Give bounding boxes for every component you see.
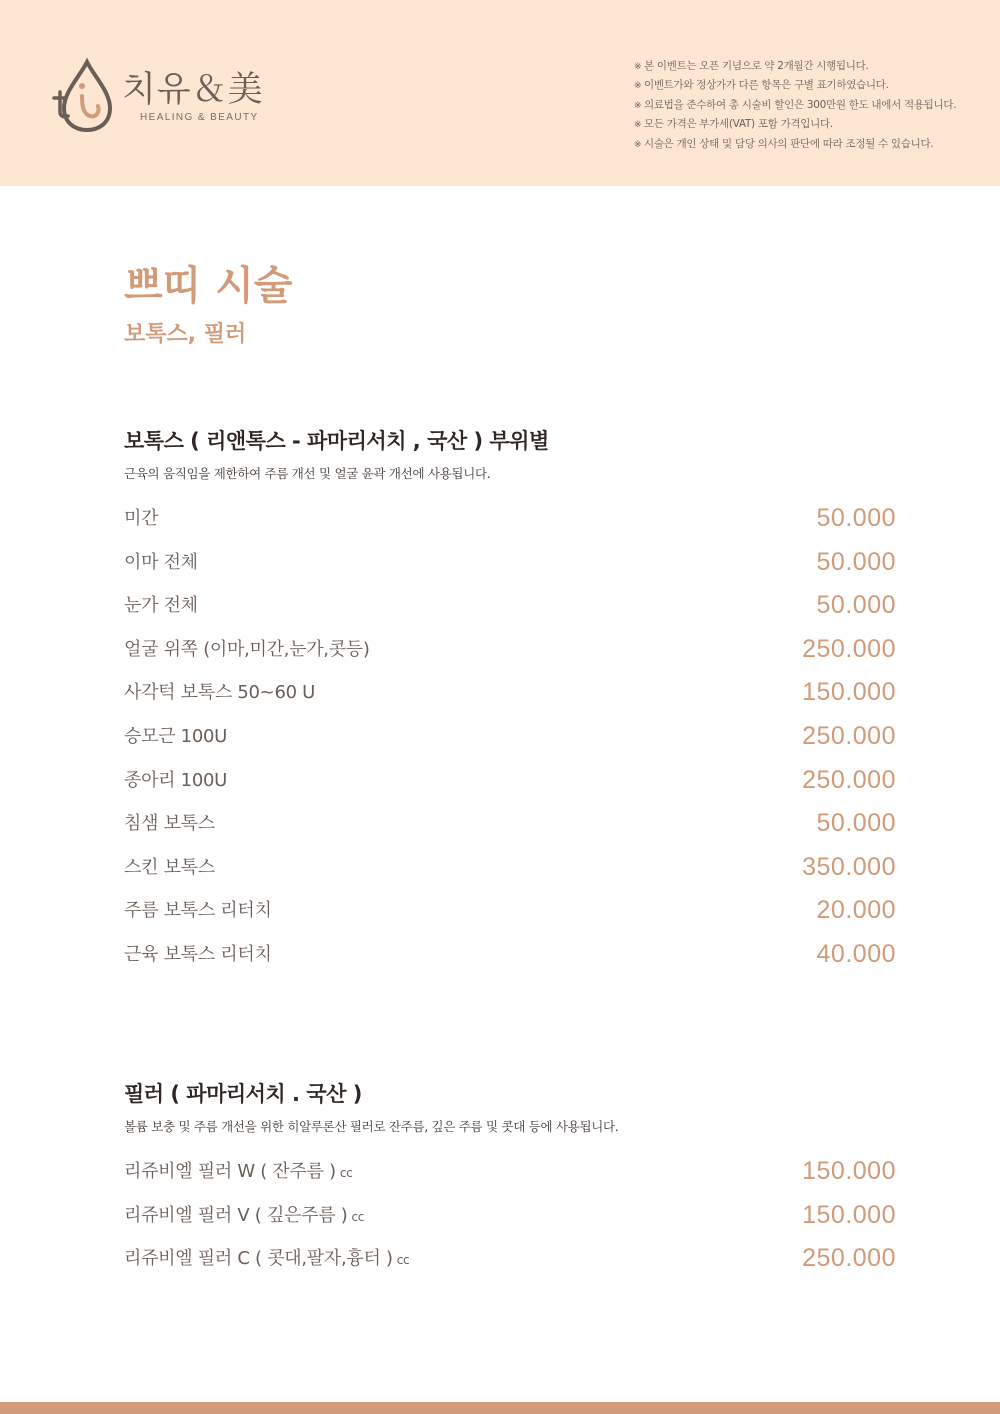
notice-item (634, 76, 984, 95)
notice-item (634, 115, 984, 134)
brand-tagline: HEALING & BEAUTY (140, 112, 259, 123)
treatment-name-text: 리쥬비엘 필러 V ( 깊은주름 ) (124, 1204, 348, 1226)
treatment-price: 20.000 (816, 896, 896, 925)
notice-item (634, 96, 984, 115)
page-title: 쁘띠 시술 (124, 263, 293, 309)
treatment-price: 50.000 (816, 547, 896, 576)
price-row (124, 504, 896, 548)
section-description: 볼륨 보충 및 주름 개선을 위한 히알루론산 필러로 잔주름, 깊은 주름 및 콧대 등에 사용됩니다. (124, 1119, 619, 1134)
price-row (124, 896, 896, 940)
price-row (124, 766, 896, 810)
treatment-name-text: 리쥬비엘 필러 W ( 잔주름 ) (124, 1161, 336, 1182)
treatment-price: 40.000 (816, 939, 896, 968)
notice-mark: ※ (634, 81, 642, 92)
drop-logo-icon (52, 56, 122, 136)
notice-item (634, 57, 984, 76)
treatment-name: 눈가 전체 (124, 595, 198, 617)
notice-item (634, 135, 984, 154)
treatment-price: 350.000 (802, 852, 896, 881)
notice-list (634, 57, 984, 154)
treatment-name: 승모근 100U (124, 725, 228, 747)
notice-mark: ※ (634, 100, 642, 111)
notice-mark: ※ (634, 120, 642, 131)
footer-bar (0, 1402, 1000, 1414)
treatment-price: 150.000 (802, 1157, 896, 1185)
treatment-name (124, 1201, 364, 1227)
treatment-name: 사각턱 보톡스 50~60 U (124, 682, 316, 704)
treatment-name: 침샘 보톡스 (124, 813, 215, 835)
notice-text: 본 이벤트는 오픈 기념으로 약 2개월간 시행됩니다. (644, 60, 869, 72)
price-row (124, 1157, 896, 1201)
notice-text: 시술은 개인 상태 및 담당 의사의 판단에 따라 조정될 수 있습니다. (644, 137, 934, 150)
treatment-name: 스킨 보톡스 (124, 856, 215, 878)
treatment-name: 종아리 100U (124, 769, 228, 791)
treatment-name: 얼굴 위쪽 (이마,미간,눈가,콧등) (124, 638, 370, 660)
brand-name: 치유＆美 (122, 70, 264, 110)
price-row (124, 853, 896, 897)
treatment-name: 이마 전체 (124, 551, 198, 573)
notice-text: 모든 가격은 부가세(VAT) 포함 가격입니다. (644, 118, 833, 131)
price-row (124, 678, 896, 722)
notice-text: 의료법을 준수하여 총 시술비 할인은 300만원 한도 내에서 적용됩니다. (644, 98, 957, 111)
price-row (124, 1201, 896, 1245)
header-banner (0, 0, 1000, 186)
treatment-price: 250.000 (802, 1244, 896, 1273)
treatment-price: 150.000 (802, 678, 896, 707)
price-list (124, 504, 896, 984)
treatment-price: 150.000 (802, 1200, 896, 1229)
treatment-price: 50.000 (816, 504, 896, 532)
price-row (124, 809, 896, 853)
price-list (124, 1157, 896, 1288)
price-row (124, 940, 896, 984)
unit-label: cc (339, 1166, 353, 1180)
section-description: 근육의 움직임을 제한하여 주름 개선 및 얼굴 윤곽 개선에 사용됩니다. (124, 466, 491, 481)
price-row (124, 591, 896, 635)
price-row (124, 548, 896, 592)
botox-section (124, 425, 896, 984)
treatment-price: 250.000 (802, 765, 896, 794)
treatment-name-text: 리쥬비엘 필러 C ( 콧대,팔자,흉터 ) (124, 1248, 393, 1270)
price-row (124, 1244, 896, 1288)
unit-label: cc (396, 1253, 410, 1268)
treatment-name: 주름 보톡스 리터치 (124, 900, 272, 922)
notice-mark: ※ (634, 139, 642, 150)
treatment-name: 근육 보톡스 리터치 (124, 943, 272, 965)
treatment-name (124, 1157, 352, 1183)
filler-section (124, 1078, 896, 1288)
treatment-name: 미간 (124, 508, 159, 529)
treatment-price: 50.000 (816, 591, 896, 620)
price-row (124, 635, 896, 679)
treatment-price: 250.000 (802, 634, 896, 663)
unit-label: cc (351, 1209, 365, 1224)
page-subtitle: 보톡스, 필러 (124, 322, 247, 347)
price-row (124, 722, 896, 766)
section-title: 보톡스 ( 리앤톡스 - 파마리서치 , 국산 ) 부위별 (124, 429, 549, 453)
section-title: 필러 ( 파마리서치 . 국산 ) (124, 1082, 362, 1106)
treatment-price: 250.000 (802, 721, 896, 750)
notice-text: 이벤트가와 정상가가 다른 항목은 구별 표기하였습니다. (644, 79, 889, 92)
treatment-price: 50.000 (816, 809, 896, 838)
brand-logo (52, 56, 282, 136)
notice-mark: ※ (634, 62, 642, 72)
treatment-name (124, 1244, 409, 1270)
